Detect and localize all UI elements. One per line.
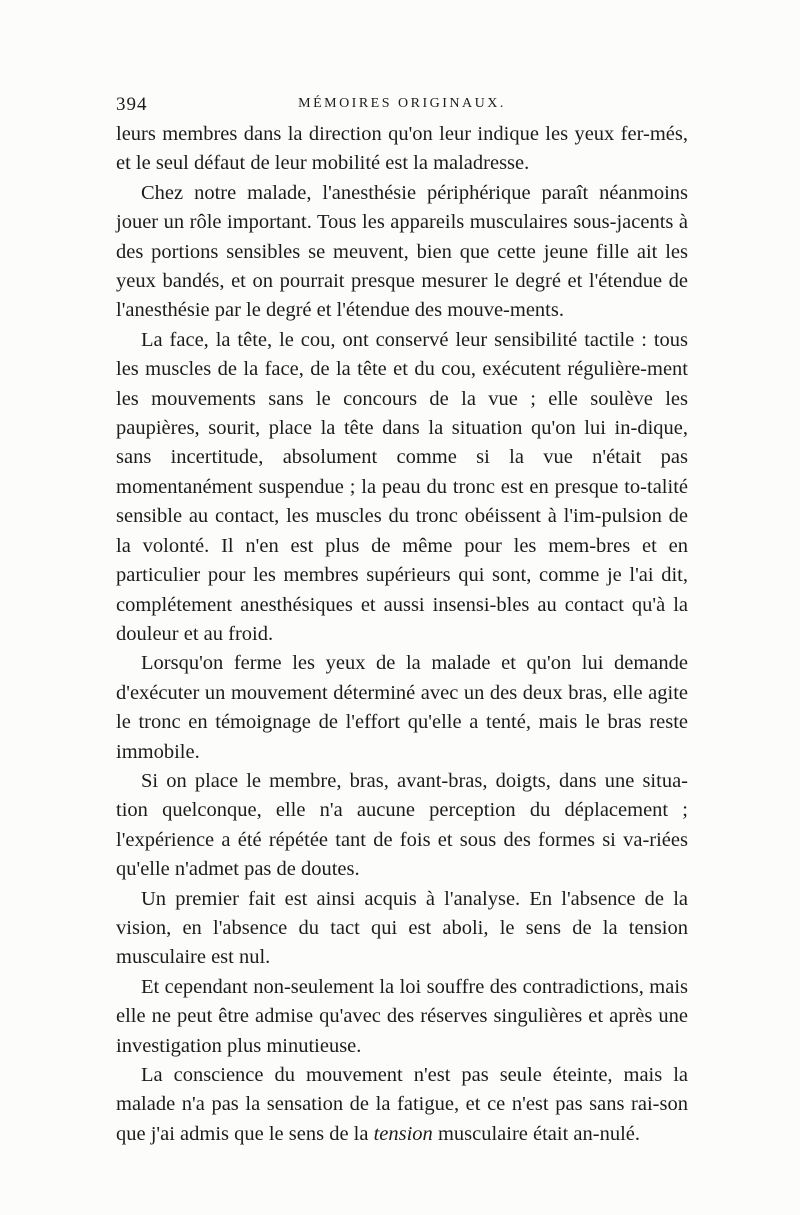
paragraph: Lorsqu'on ferme les yeux de la malade et qu'on lui demande d'exécuter un mouvement déterminé avec un des deux bras, elle agite le tronc en témoignage de l'effort qu'elle a tenté, mais le bras reste immobile. [116, 652, 688, 763]
page-number: 394 [116, 94, 148, 115]
book-page [116, 94, 688, 1149]
italic-word: tension [373, 1122, 433, 1145]
paragraph-text-before: La conscience du mouvement n'est pas seule éteinte, mais la malade n'a pas la sensation de la fatigue, et ce n'est pas sans rai-son que j'ai admis que le sens de la [116, 1064, 688, 1145]
paragraph-text-after: musculaire était an-nulé. [432, 1122, 641, 1145]
body-text [116, 120, 688, 1149]
running-title: MÉMOIRES ORIGINAUX. [298, 96, 506, 111]
paragraph: Un premier fait est ainsi acquis à l'analyse. En l'absence de la vision, en l'absence du tact qui est aboli, le sens de la tension musculaire est nul. [116, 887, 688, 969]
paragraph: Et cependant non-seulement la loi souffre des contradictions, mais elle ne peut être admise qu'avec des réserves singulières et après une investigation plus minutieuse. [116, 975, 688, 1057]
paragraph: Si on place le membre, bras, avant-bras, doigts, dans une situa-tion quelconque, elle n'a aucune perception du déplacement ; l'expérience a été répétée tant de fois et sous des formes si va-riées qu'elle n'admet pas de doutes. [116, 769, 688, 881]
paragraph: La face, la tête, le cou, ont conservé leur sensibilité tactile : tous les muscles de la face, de la tête et du cou, exécutent régulière-ment les mouvements sans le concours de la vue ; elle soulève les paupières, sourit, place la tête dans la situation qu'on lui in-dique, sans incertitude, absolument comme si la vue n'était pas momentanément suspendue ; la peau du tronc est en presque to-talité sensible au contact, les muscles du tronc obéissent à l'im-pulsion de la volonté. Il n'en est plus de même pour les mem-bres et en particulier pour les membres supérieurs qui sont, comme je l'ai dit, complétement anesthésiques et aussi insensi-bles au contact qu'à la douleur et au froid. [116, 328, 688, 645]
running-header [116, 94, 688, 118]
paragraph-last [116, 1061, 688, 1149]
paragraph: Chez notre malade, l'anesthésie périphérique paraît néanmoins jouer un rôle important. Tous les appareils musculaires sous-jacents à des portions sensibles se meuvent, bien que cette jeune fille ait les yeux bandés, et on pourrait presque mesurer le degré et l'étendue de l'anesthésie par le degré et l'étendue des mouve-ments. [116, 181, 688, 322]
paragraph-continuation: leurs membres dans la direction qu'on leur indique les yeux fer-més, et le seul défaut de leur mobilité est la maladresse. [116, 123, 688, 175]
